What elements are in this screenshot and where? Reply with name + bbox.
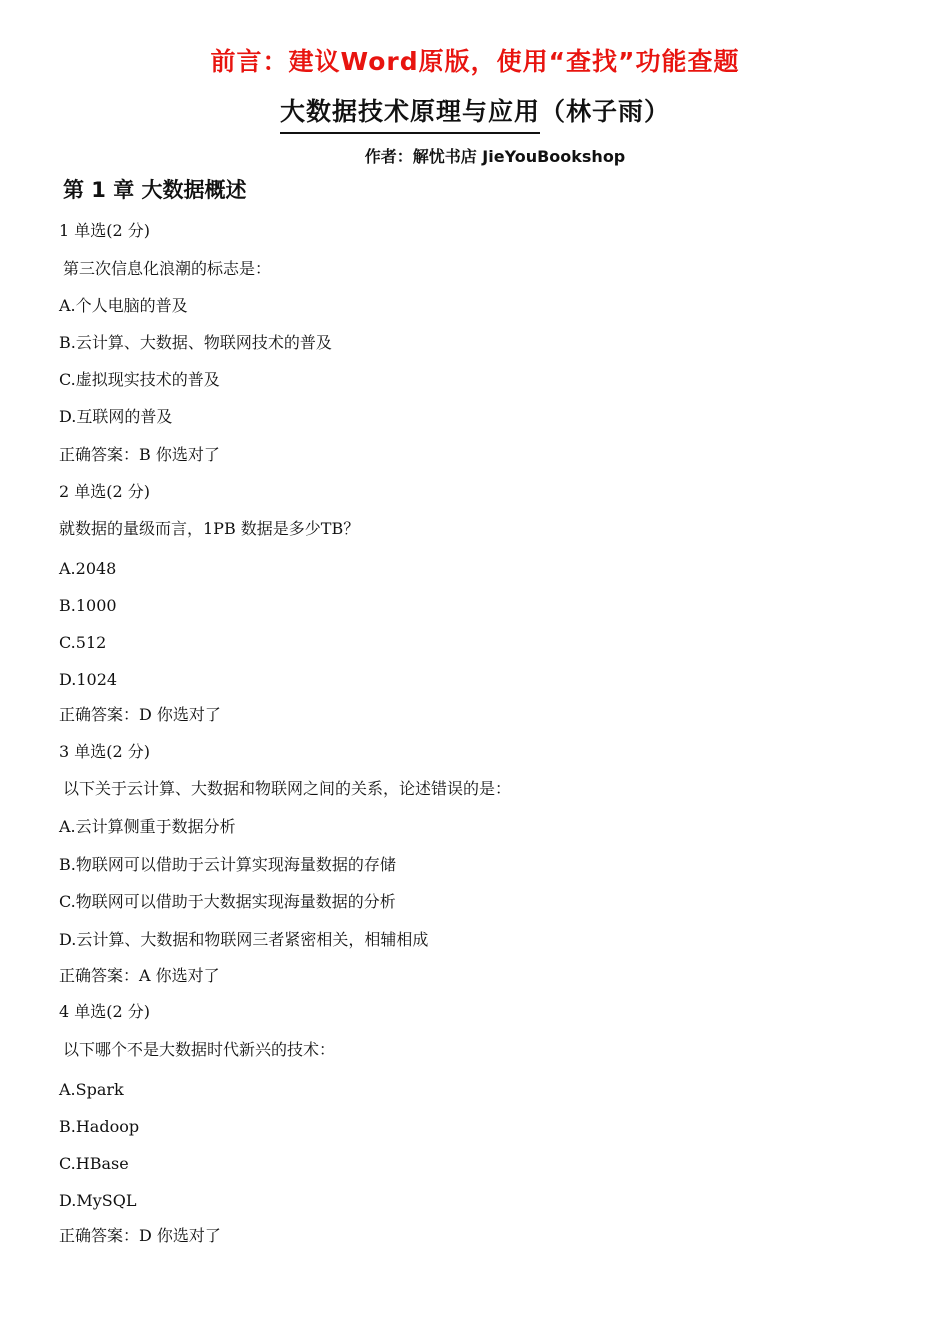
question-stem: 就数据的量级而言，1PB 数据是多少TB？ [59,519,360,538]
document-title [280,94,670,134]
correct-answer: 正确答案：D 你选对了 [59,705,221,724]
option-a: A.个人电脑的普及 [59,296,188,315]
option-c: C.512 [59,633,107,652]
option-c: C.HBase [59,1154,129,1173]
title-main: 大数据技术原理与应用 [280,94,540,134]
option-d: D.云计算、大数据和物联网三者紧密相关，相辅相成 [59,930,429,949]
correct-answer: 正确答案：B 你选对了 [59,445,220,464]
option-b: B.物联网可以借助于云计算实现海量数据的存储 [59,855,396,874]
option-b: B.1000 [59,596,117,615]
question-type: 4 单选(2 分) [59,1002,151,1021]
banner-notice: 前言：建议Word原版，使用“查找”功能查题 [210,47,740,76]
option-c: C.虚拟现实技术的普及 [59,370,220,389]
correct-answer: 正确答案：A 你选对了 [59,966,220,985]
question-stem: 以下哪个不是大数据时代新兴的技术： [63,1040,336,1059]
author-line: 作者：解忧书店 JieYouBookshop [364,147,626,166]
option-b: B.云计算、大数据、物联网技术的普及 [59,333,332,352]
question-type: 3 单选(2 分) [59,742,151,761]
option-d: D.1024 [59,670,118,689]
question-stem: 以下关于云计算、大数据和物联网之间的关系，论述错误的是： [63,779,512,798]
question-stem: 第三次信息化浪潮的标志是： [63,259,272,278]
option-d: D.MySQL [59,1191,137,1210]
correct-answer: 正确答案：D 你选对了 [59,1226,221,1245]
option-a: A.Spark [59,1080,124,1099]
chapter-title: 第 1 章 大数据概述 [63,178,247,202]
question-type: 2 单选(2 分) [59,482,151,501]
option-a: A.云计算侧重于数据分析 [59,817,236,836]
title-block [0,94,950,134]
option-a: A.2048 [59,559,117,578]
question-type: 1 单选(2 分) [59,221,151,240]
option-b: B.Hadoop [59,1117,140,1136]
title-suffix: （林子雨） [540,97,671,126]
option-c: C.物联网可以借助于大数据实现海量数据的分析 [59,892,396,911]
option-d: D.互联网的普及 [59,407,173,426]
